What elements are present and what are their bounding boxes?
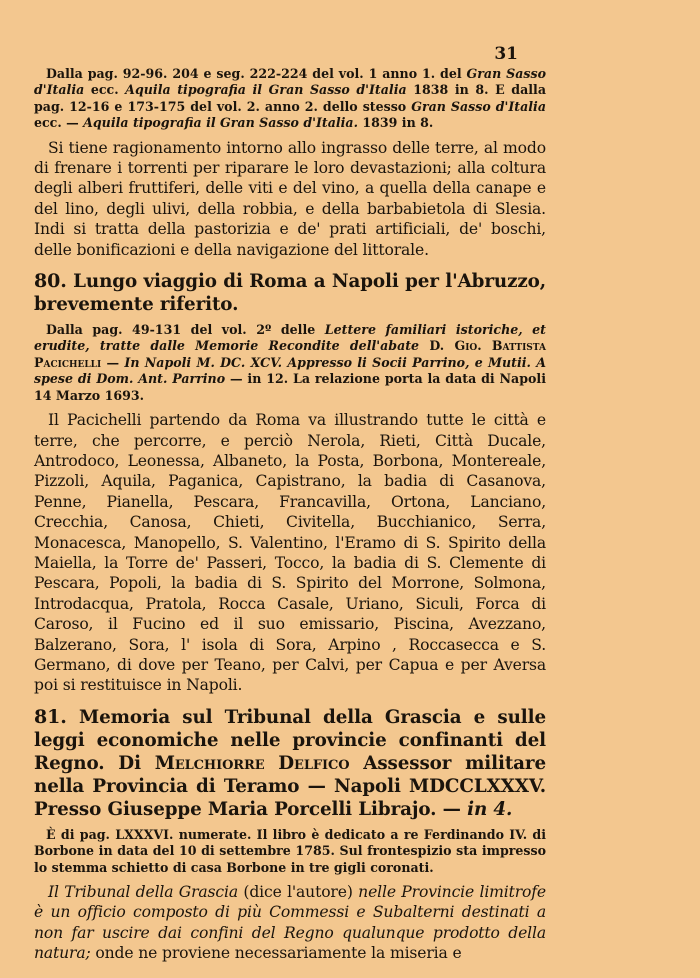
ref-italic: In Napoli M. DC. XCV. Appresso li Socii Parrino, e Mutii. A spese di Dom. Ant. Parrino: [34, 354, 546, 387]
paragraph-2: Il Pacichelli partendo da Roma va illustrando tutte le città e terre, che percorre, e perciò Nerola, Rieti, Città Ducale, Antrodoco, Leonessa, Albaneto, la Posta, Borbona, Montereale, Pizzoli, Aquila, Paganica, Capistrano, la badia di Casanova, Penne, Pianella, Pescara, Francavilla, Ortona, Lanciano, Crecchia, Canosa, Chieti, Civitella, Bucchianico, Serra, Monacesca, Manopello, S. Valentino, l'Eramo di S. Spirito della Maiella, la Torre de' Passeri, Tocco, la badia di S. Clemente di Pescara, Popoli, la badia di S. Spirito del Morrone, Solmona, Introdacqua, Pratola, Rocca Casale, Uriano, Siculi, Forca di Caroso, il Fucino ed il suo emissario, Piscina, Avezzano, Balzerano, Sora, l' isola di Sora, Arpino , Roccasecca e S. Germano, di dove per Teano, per Calvi, per Capua e per Aversa poi si restituisce in Napoli.: [34, 411, 546, 695]
ref-text: 1838 in 8. E dalla pag. 12-16 e 173-175 del vol. 2. anno 2. dello stesso: [34, 82, 546, 114]
entry-number: 80.: [34, 270, 67, 293]
ref-text: —: [101, 354, 125, 370]
ref-italic: Gran Sasso d'Italia: [411, 98, 547, 114]
entry-title: Assessor militare nella Provincia di Teramo — Napoli MDCCLXXXV. Presso Giuseppe Maria Porcelli Librajo. —: [34, 752, 546, 820]
ref-italic: Aquila tipografia il Gran Sasso d'Italia: [125, 82, 407, 98]
ref-text: D.: [419, 338, 455, 354]
ref-text: Dalla pag. 49-131 del vol. 2º delle: [46, 322, 325, 338]
author-name: Melchiorre Delfico: [154, 752, 350, 774]
entry-title: Memoria sul Tribunal della Grascia e sulle leggi economiche nelle provincie confinanti del Regno. Di: [34, 706, 546, 774]
entry-number: 81.: [34, 705, 67, 728]
para-text: onde ne proviene necessariamente la miseria e: [90, 944, 462, 963]
page-number: 31: [494, 44, 518, 64]
para-italic: Il Tribunal della Grascia: [48, 883, 238, 901]
entry-heading-81: [34, 706, 546, 821]
author-name: Gio. Battista Pacichelli: [34, 338, 546, 370]
paragraph-1: Si tiene ragionamento intorno allo ingrasso delle terre, al modo di frenare i torrenti per riparare le loro devastazioni; alla coltura degli alberi fruttiferi, delle viti e del vino, a quella della canape e del lino, degli ulivi, della robbia, e della barbabietola di Slesia. Indi si tratta della pastorizia e de' prati artificiali, de' boschi, delle bonificazioni e della navigazione del littorale.: [34, 138, 546, 259]
ref-italic: Gran Sasso d'Italia: [34, 66, 546, 98]
ref-text: 1839 in 8.: [357, 115, 434, 131]
ref-text: Dalla pag. 92-96. 204 e seg. 222-224 del vol. 1 anno 1. del: [46, 66, 467, 81]
entry-title: Lungo viaggio di Roma a Napoli per l'Abruzzo, brevemente riferito.: [34, 271, 546, 316]
page-content: [34, 66, 546, 971]
paragraph-3: [34, 882, 546, 964]
ref-italic: Lettere familiari istoriche, et erudite, tratte dalle Memorie Recondite dell'abate: [34, 322, 546, 354]
ref-text: ecc.: [84, 82, 126, 98]
ref-text: — in 12. La relazione porta la data di Napoli 14 Marzo 1693.: [34, 371, 546, 403]
bibliographic-reference-1: [34, 66, 546, 132]
ref-text: ecc. —: [34, 115, 84, 131]
bibliographic-reference-3: È di pag. LXXXVI. numerate. Il libro è dedicato a re Ferdinando IV. di Borbone in data del 10 di settembre 1785. Sul frontespizio sta impresso lo stemma schietto di casa Borbone in tre gigli coronati.: [34, 826, 546, 875]
para-italic: nelle Provincie limitrofe è un officio composto di più Commessi e Subalterni destinati a non far uscire dai confini del Regno qualunque prodotto della natura;: [34, 883, 546, 963]
entry-heading-80: [34, 270, 546, 316]
para-text: (dice l'autore): [237, 883, 359, 901]
format-label: in 4.: [467, 798, 513, 820]
ref-italic: Aquila tipografia il Gran Sasso d'Italia.: [83, 115, 358, 131]
bibliographic-reference-2: [34, 322, 546, 404]
